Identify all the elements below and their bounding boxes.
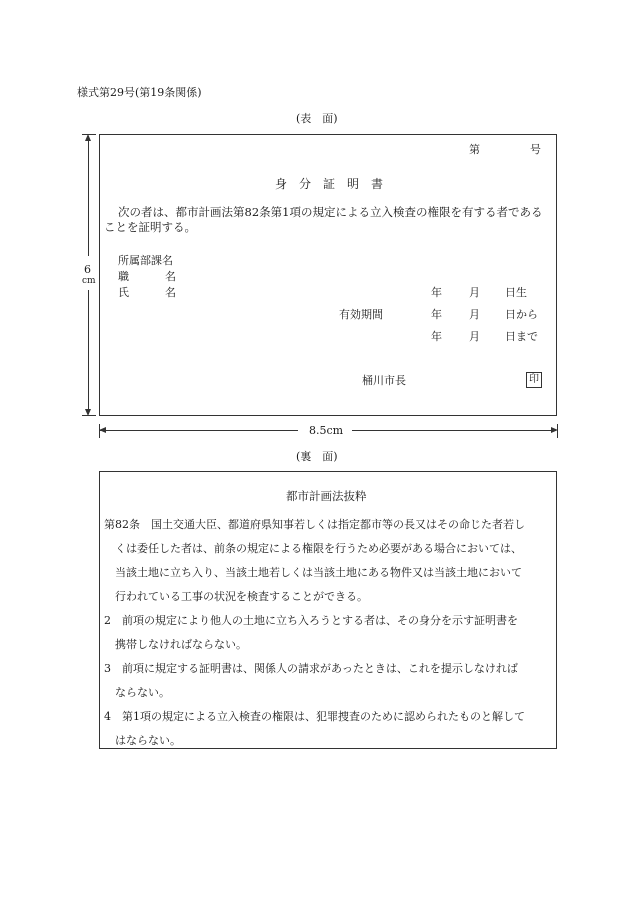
field-dept: 所属部課名 bbox=[118, 254, 173, 267]
height-unit: cm bbox=[82, 276, 96, 286]
paragraph-2-line1: 2 前項の規定により他人の土地に立ち入ろうとする者は、その身分を示す証明書を bbox=[104, 614, 518, 627]
validity-label: 有効期間 bbox=[339, 308, 383, 321]
card-title: 身 分 証 明 書 bbox=[275, 177, 384, 191]
paragraph-3-line1: 3 前項に規定する証明書は、関係人の請求があったときは、これを提示しなければ bbox=[104, 662, 518, 675]
arrow-up-icon bbox=[85, 134, 91, 141]
issuer-name: 桶川市長 bbox=[362, 374, 406, 387]
height-number: 6 bbox=[84, 263, 91, 276]
paragraph-4-line1: 4 第1項の規定による立入検査の権限は、犯罪捜査のために認められたものと解して bbox=[104, 710, 525, 723]
height-tick-top bbox=[82, 134, 96, 135]
field-name-a: 氏 bbox=[118, 286, 129, 299]
height-dimension-line bbox=[88, 136, 89, 256]
paragraph-2 bbox=[104, 609, 518, 657]
height-dimension-line-lower bbox=[88, 290, 89, 414]
card-body-line2: ことを証明する。 bbox=[104, 220, 196, 234]
number-dai: 第 bbox=[469, 143, 480, 156]
from-year: 年 bbox=[431, 308, 442, 321]
paragraph-4-line2: はならない。 bbox=[115, 734, 181, 747]
from-month: 月 bbox=[469, 308, 480, 321]
height-tick-bottom bbox=[82, 415, 96, 416]
paragraph-4 bbox=[104, 705, 525, 753]
to-day: 日まで bbox=[505, 330, 538, 343]
arrow-left-icon bbox=[99, 427, 106, 433]
birth-day: 日生 bbox=[505, 286, 527, 299]
form-label: 様式第29号(第19条関係) bbox=[77, 86, 202, 99]
article-82 bbox=[104, 513, 525, 609]
width-tick-left bbox=[99, 424, 100, 438]
field-title-b: 名 bbox=[165, 270, 176, 283]
back-side-label: (裏 面) bbox=[296, 450, 338, 463]
width-label: 8.5cm bbox=[309, 424, 344, 437]
to-year: 年 bbox=[431, 330, 442, 343]
number-go: 号 bbox=[530, 143, 541, 156]
width-dimension-line-right bbox=[352, 430, 556, 431]
seal-stamp: 印 bbox=[526, 372, 542, 388]
card-body-line1: 次の者は、都市計画法第82条第1項の規定による立入検査の権限を有する者である bbox=[118, 205, 543, 219]
field-title-a: 職 bbox=[118, 270, 129, 283]
field-name-b: 名 bbox=[165, 286, 176, 299]
paragraph-3-line2: ならない。 bbox=[115, 686, 170, 699]
paragraph-2-line2: 携帯しなければならない。 bbox=[115, 638, 247, 651]
to-month: 月 bbox=[469, 330, 480, 343]
paragraph-3 bbox=[104, 657, 518, 705]
article-82-line4: 行われている工事の状況を検査することができる。 bbox=[115, 590, 368, 603]
article-82-line2: くは委任した者は、前条の規定による権限を行うため必要がある場合においては、 bbox=[115, 542, 522, 555]
article-82-line3: 当該土地に立ち入り、当該土地若しくは当該土地にある物件又は当該土地において bbox=[115, 566, 522, 579]
birth-year: 年 bbox=[431, 286, 442, 299]
width-tick-right bbox=[557, 424, 558, 438]
width-dimension-line-left bbox=[100, 430, 298, 431]
article-82-line1: 第82条 国土交通大臣、都道府県知事若しくは指定都市等の長又はその命じた者若し bbox=[104, 518, 525, 531]
back-title: 都市計画法抜粋 bbox=[286, 489, 367, 503]
birth-month: 月 bbox=[469, 286, 480, 299]
from-day: 日から bbox=[505, 308, 538, 321]
front-side-label: (表 面) bbox=[296, 112, 338, 125]
